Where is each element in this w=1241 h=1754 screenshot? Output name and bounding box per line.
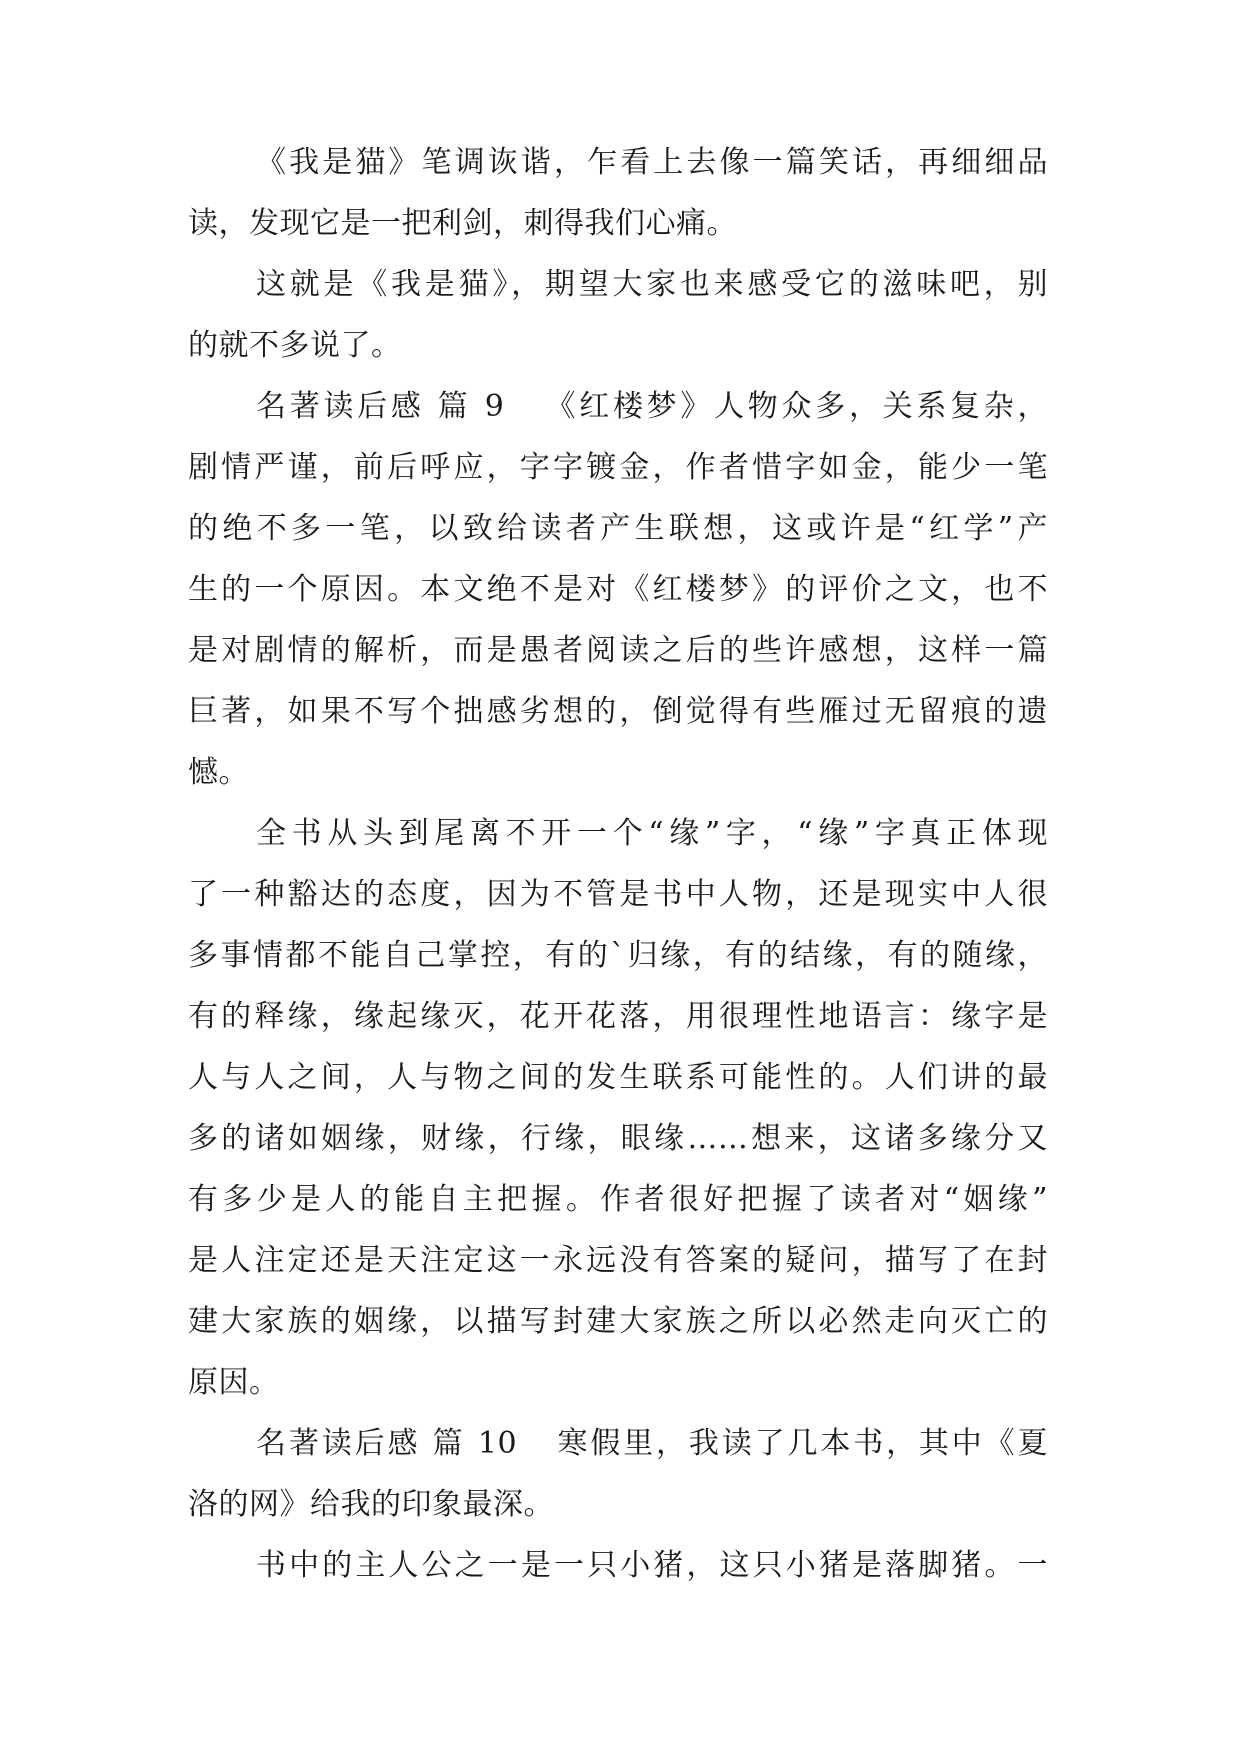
text-line: 建大家族的姻缘，以描写封建大家族之所以必然走向灭亡的 [188, 1304, 1048, 1339]
text-line: 多的诸如姻缘，财缘，行缘，眼缘……想来，这诸多缘分又 [188, 1121, 1048, 1156]
text-line: 全书从头到尾离不开一个“缘”字，“缘”字真正体现 [256, 816, 1048, 851]
section-heading: 名著读后感 [256, 1426, 421, 1461]
text-line: 了一种豁达的态度，因为不管是书中人物，还是现实中人很 [188, 877, 1048, 912]
text-line: 寒假里，我读了几本书，其中《夏 [555, 1426, 1049, 1461]
text-line: 有的释缘，缘起缘灭，花开花落，用很理性地语言：缘字是 [188, 999, 1048, 1034]
text-line: 读，发现它是一把利剑，刺得我们心痛。 [188, 206, 737, 241]
section-heading: 名著读后感 [256, 389, 425, 424]
section-heading-line [256, 1413, 1048, 1475]
text-line: 有多少是人的能自主把握。作者很好把握了读者对“姻缘” [188, 1182, 1048, 1217]
text-line: 是人注定还是天注定这一永远没有答案的疑问，描写了在封 [188, 1243, 1048, 1278]
text-line: 剧情严谨，前后呼应，字字镀金，作者惜字如金，能少一笔 [188, 450, 1048, 485]
section-heading-line [256, 376, 1048, 438]
text-line: 这就是《我是猫》，期望大家也来感受它的滋味吧，别 [256, 267, 1048, 302]
text-line: 生的一个原因。本文绝不是对《红楼梦》的评价之文，也不 [188, 572, 1048, 607]
text-line: 《红楼梦》人物众多，关系复杂， [542, 389, 1049, 424]
text-line: 多事情都不能自己掌控，有的`归缘，有的结缘，有的随缘， [188, 938, 1048, 973]
text-line: 洛的网》给我的印象最深。 [188, 1487, 554, 1522]
text-line: 《我是猫》笔调诙谐，乍看上去像一篇笑话，再细细品 [256, 145, 1048, 180]
text-line: 的就不多说了。 [188, 328, 402, 363]
text-line: 的绝不多一笔，以致给读者产生联想，这或许是“红学”产 [188, 511, 1048, 546]
text-line: 巨著，如果不写个拙感劣想的，倒觉得有些雁过无留痕的遗 [188, 694, 1048, 729]
text-line: 憾。 [188, 755, 249, 790]
section-number: 篇 9 [434, 389, 505, 424]
section-number: 篇 10 [430, 1426, 518, 1461]
text-line: 人与人之间，人与物之间的发生联系可能性的。人们讲的最 [188, 1060, 1048, 1095]
text-line: 是对剧情的解析，而是愚者阅读之后的些许感想，这样一篇 [188, 633, 1048, 668]
text-line: 原因。 [188, 1365, 280, 1400]
text-line: 书中的主人公之一是一只小猪，这只小猪是落脚猪。一 [256, 1548, 1048, 1583]
